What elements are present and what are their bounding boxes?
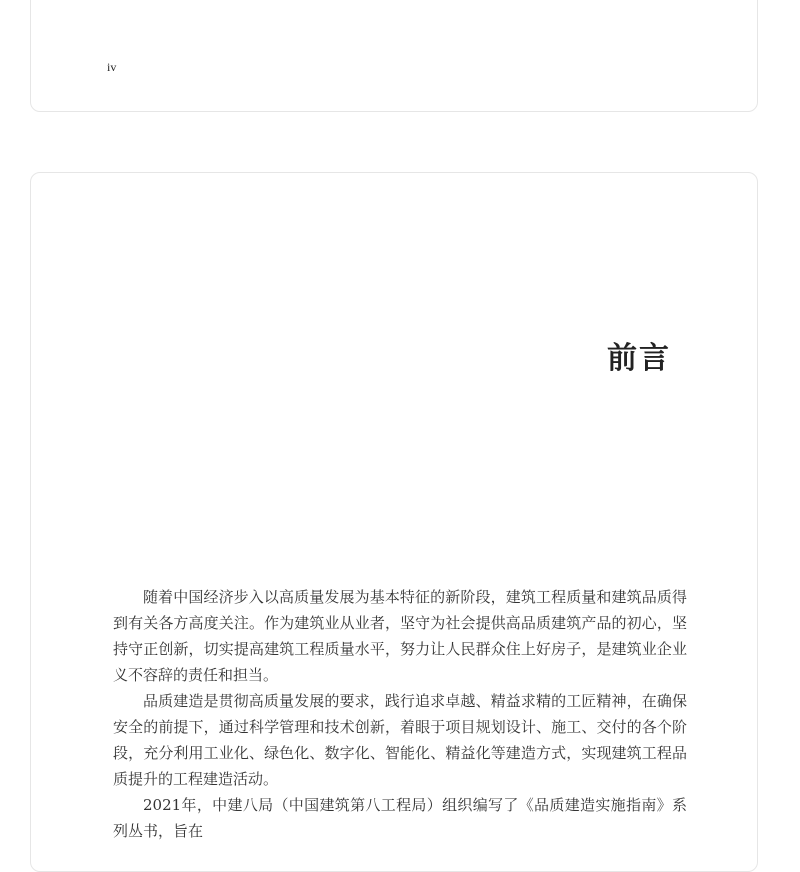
page-number: iv	[107, 60, 117, 74]
current-page	[30, 172, 758, 872]
paragraph-1: 随着中国经济步入以高质量发展为基本特征的新阶段，建筑工程质量和建筑品质得到有关各方高度关注。作为建筑业从业者，坚守为社会提供高品质建筑产品的初心，坚持守正创新，切实提高建筑工程质量水平，努力让人民群众住上好房子，是建筑业企业义不容辞的责任和担当。	[113, 588, 687, 684]
previous-page	[30, 0, 758, 112]
paragraph-3: 2021年，中建八局（中国建筑第八工程局）组织编写了《品质建造实施指南》系列丛书，旨在	[113, 796, 687, 840]
paragraph-2: 品质建造是贯彻高质量发展的要求，践行追求卓越、精益求精的工匠精神，在确保安全的前提下，通过科学管理和技术创新，着眼于项目规划设计、施工、交付的各个阶段，充分利用工业化、绿色化、数字化、智能化、精益化等建造方式，实现建筑工程品质提升的工程建造活动。	[113, 692, 687, 788]
page-title: 前言	[607, 341, 671, 376]
page-body	[113, 584, 687, 844]
